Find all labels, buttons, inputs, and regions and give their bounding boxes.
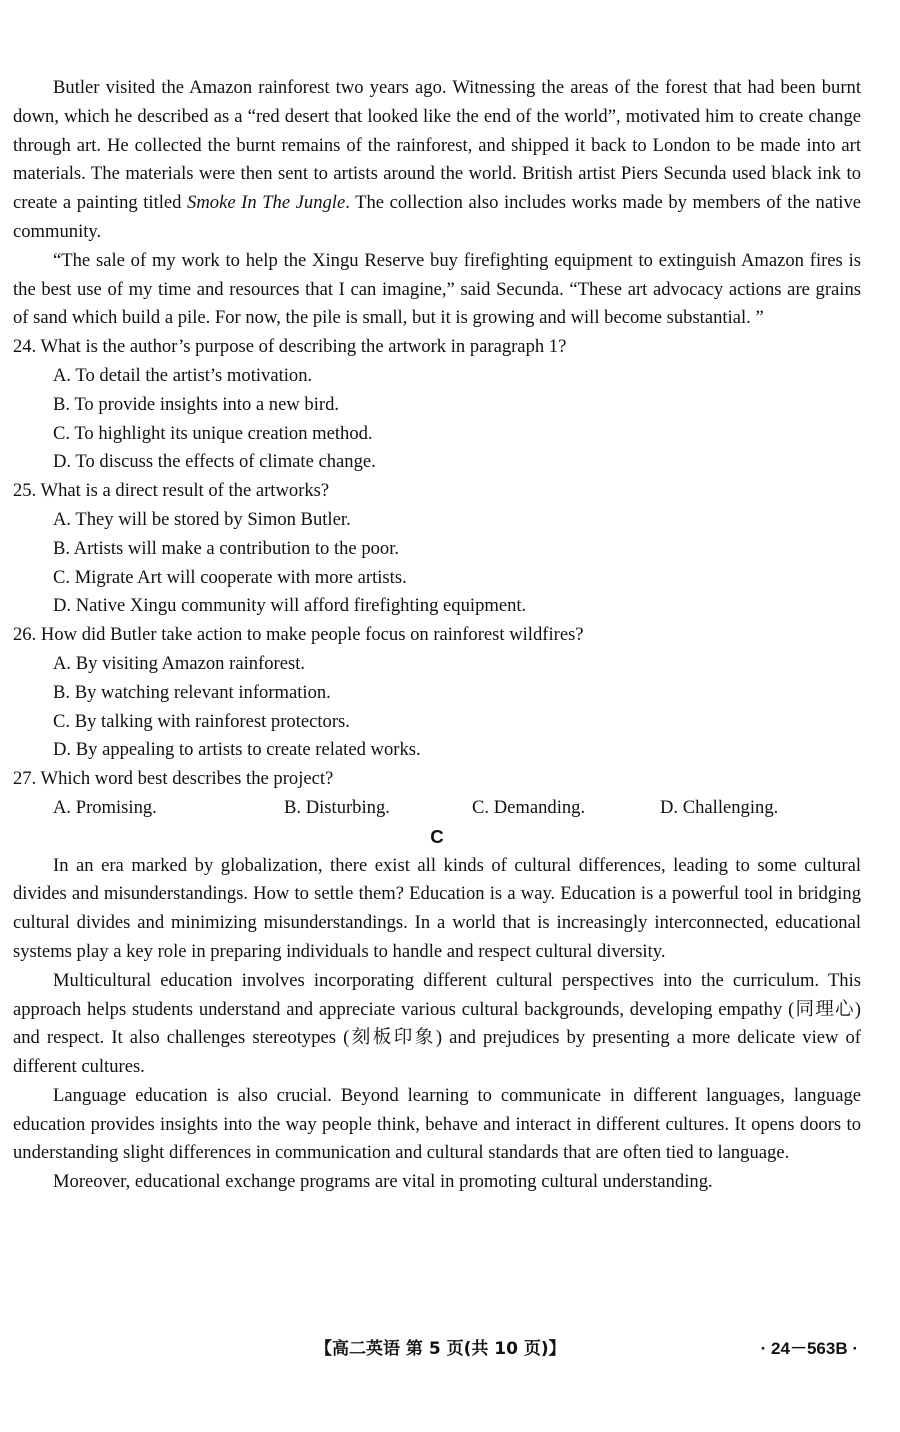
- passage-b-paragraph-2: “The sale of my work to help the Xingu Reserve buy firefighting equipment to extinguish Amazon fires is the best use of my time and resources that I can imagine,” said Secunda. “These art advocacy actions are grains of sand which build a pile. For now, the pile is small, but it is growing and will become substantial. ”: [13, 249, 861, 329]
- passage-b-paragraph-1: [13, 74, 861, 247]
- option-a: A. By visiting Amazon rainforest.: [53, 652, 306, 674]
- option-c: C. By talking with rainforest protectors.: [53, 710, 350, 732]
- question-stem: 26. How did Butler take action to make people focus on rainforest wildfires?: [13, 624, 584, 646]
- question-27: [13, 765, 861, 823]
- question-26: [13, 621, 861, 765]
- option-a: A. To detail the artist’s motivation.: [53, 364, 313, 386]
- painting-title: Smoke In The Jungle: [187, 192, 346, 214]
- option-b: B. By watching relevant information.: [53, 681, 331, 703]
- passage-c-paragraph-2: Multicultural education involves incorporating different cultural perspectives into the curriculum. This approach helps students understand and appreciate various cultural backgrounds, developing empathy (同理心) and respect. It also challenges stereotypes (刻板印象) and prejudices by presenting a more delicate view of different cultures.: [13, 969, 861, 1078]
- passage-c-paragraph-3: Language education is also crucial. Beyond learning to communicate in different languages, language education provides insights into the way people think, behave and interact in different cultures. It opens doors to understanding slight differences in communication and cultural standards that are often tied to language.: [13, 1084, 861, 1164]
- paragraph-text-tail: . The collection also includes works made by members of the native community.: [13, 192, 861, 242]
- option-c: C. Demanding.: [472, 796, 586, 818]
- option-d: D. Challenging.: [660, 796, 779, 818]
- option-d: D. By appealing to artists to create related works.: [53, 739, 421, 761]
- option-a: A. They will be stored by Simon Butler.: [53, 508, 351, 530]
- option-c: C. To highlight its unique creation method.: [53, 422, 373, 444]
- passage-c-paragraph-4: Moreover, educational exchange programs are vital in promoting cultural understanding.: [53, 1171, 713, 1193]
- option-d: D. Native Xingu community will afford firefighting equipment.: [53, 595, 527, 617]
- option-d: D. To discuss the effects of climate change.: [53, 451, 376, 473]
- question-stem: 25. What is a direct result of the artworks?: [13, 480, 330, 502]
- question-25: [13, 477, 861, 621]
- option-a: A. Promising.: [53, 796, 157, 818]
- option-b: B. To provide insights into a new bird.: [53, 393, 340, 415]
- option-b: B. Artists will make a contribution to the poor.: [53, 537, 400, 559]
- section-letter: C: [430, 825, 444, 847]
- exam-code: · 24－563B ·: [760, 1339, 858, 1358]
- paragraph-text: Butler visited the Amazon rainforest two years ago. Witnessing the areas of the forest that had been burnt down, which he described as a “red desert that looked like the end of the world”, motivated him to create change through art. He collected the burnt remains of the rainforest, and shipped it back to London to be made into art materials. The materials were then sent to artists around the world. British artist Piers Secunda used black ink to create a painting titled: [13, 77, 861, 214]
- page-number-label: 【高二英语 第 5 页(共 10 页)】: [315, 1339, 566, 1359]
- passage-c-paragraph-1: In an era marked by globalization, there exist all kinds of cultural differences, leading to some cultural divides and misunderstandings. How to settle them? Education is a way. Education is a powerful tool in bridging cultural divides and minimizing misunderstandings. In a world that is increasingly interconnected, educational systems play a key role in preparing individuals to handle and respect cultural diversity.: [13, 854, 861, 962]
- question-stem: 27. Which word best describes the project?: [13, 768, 334, 790]
- question-stem: 24. What is the author’s purpose of describing the artwork in paragraph 1?: [13, 336, 567, 358]
- option-b: B. Disturbing.: [284, 796, 390, 818]
- question-24: [13, 333, 861, 477]
- options-row: [53, 794, 861, 823]
- option-c: C. Migrate Art will cooperate with more artists.: [53, 566, 407, 588]
- page-content: [13, 74, 861, 1197]
- page-footer: [0, 1334, 900, 1360]
